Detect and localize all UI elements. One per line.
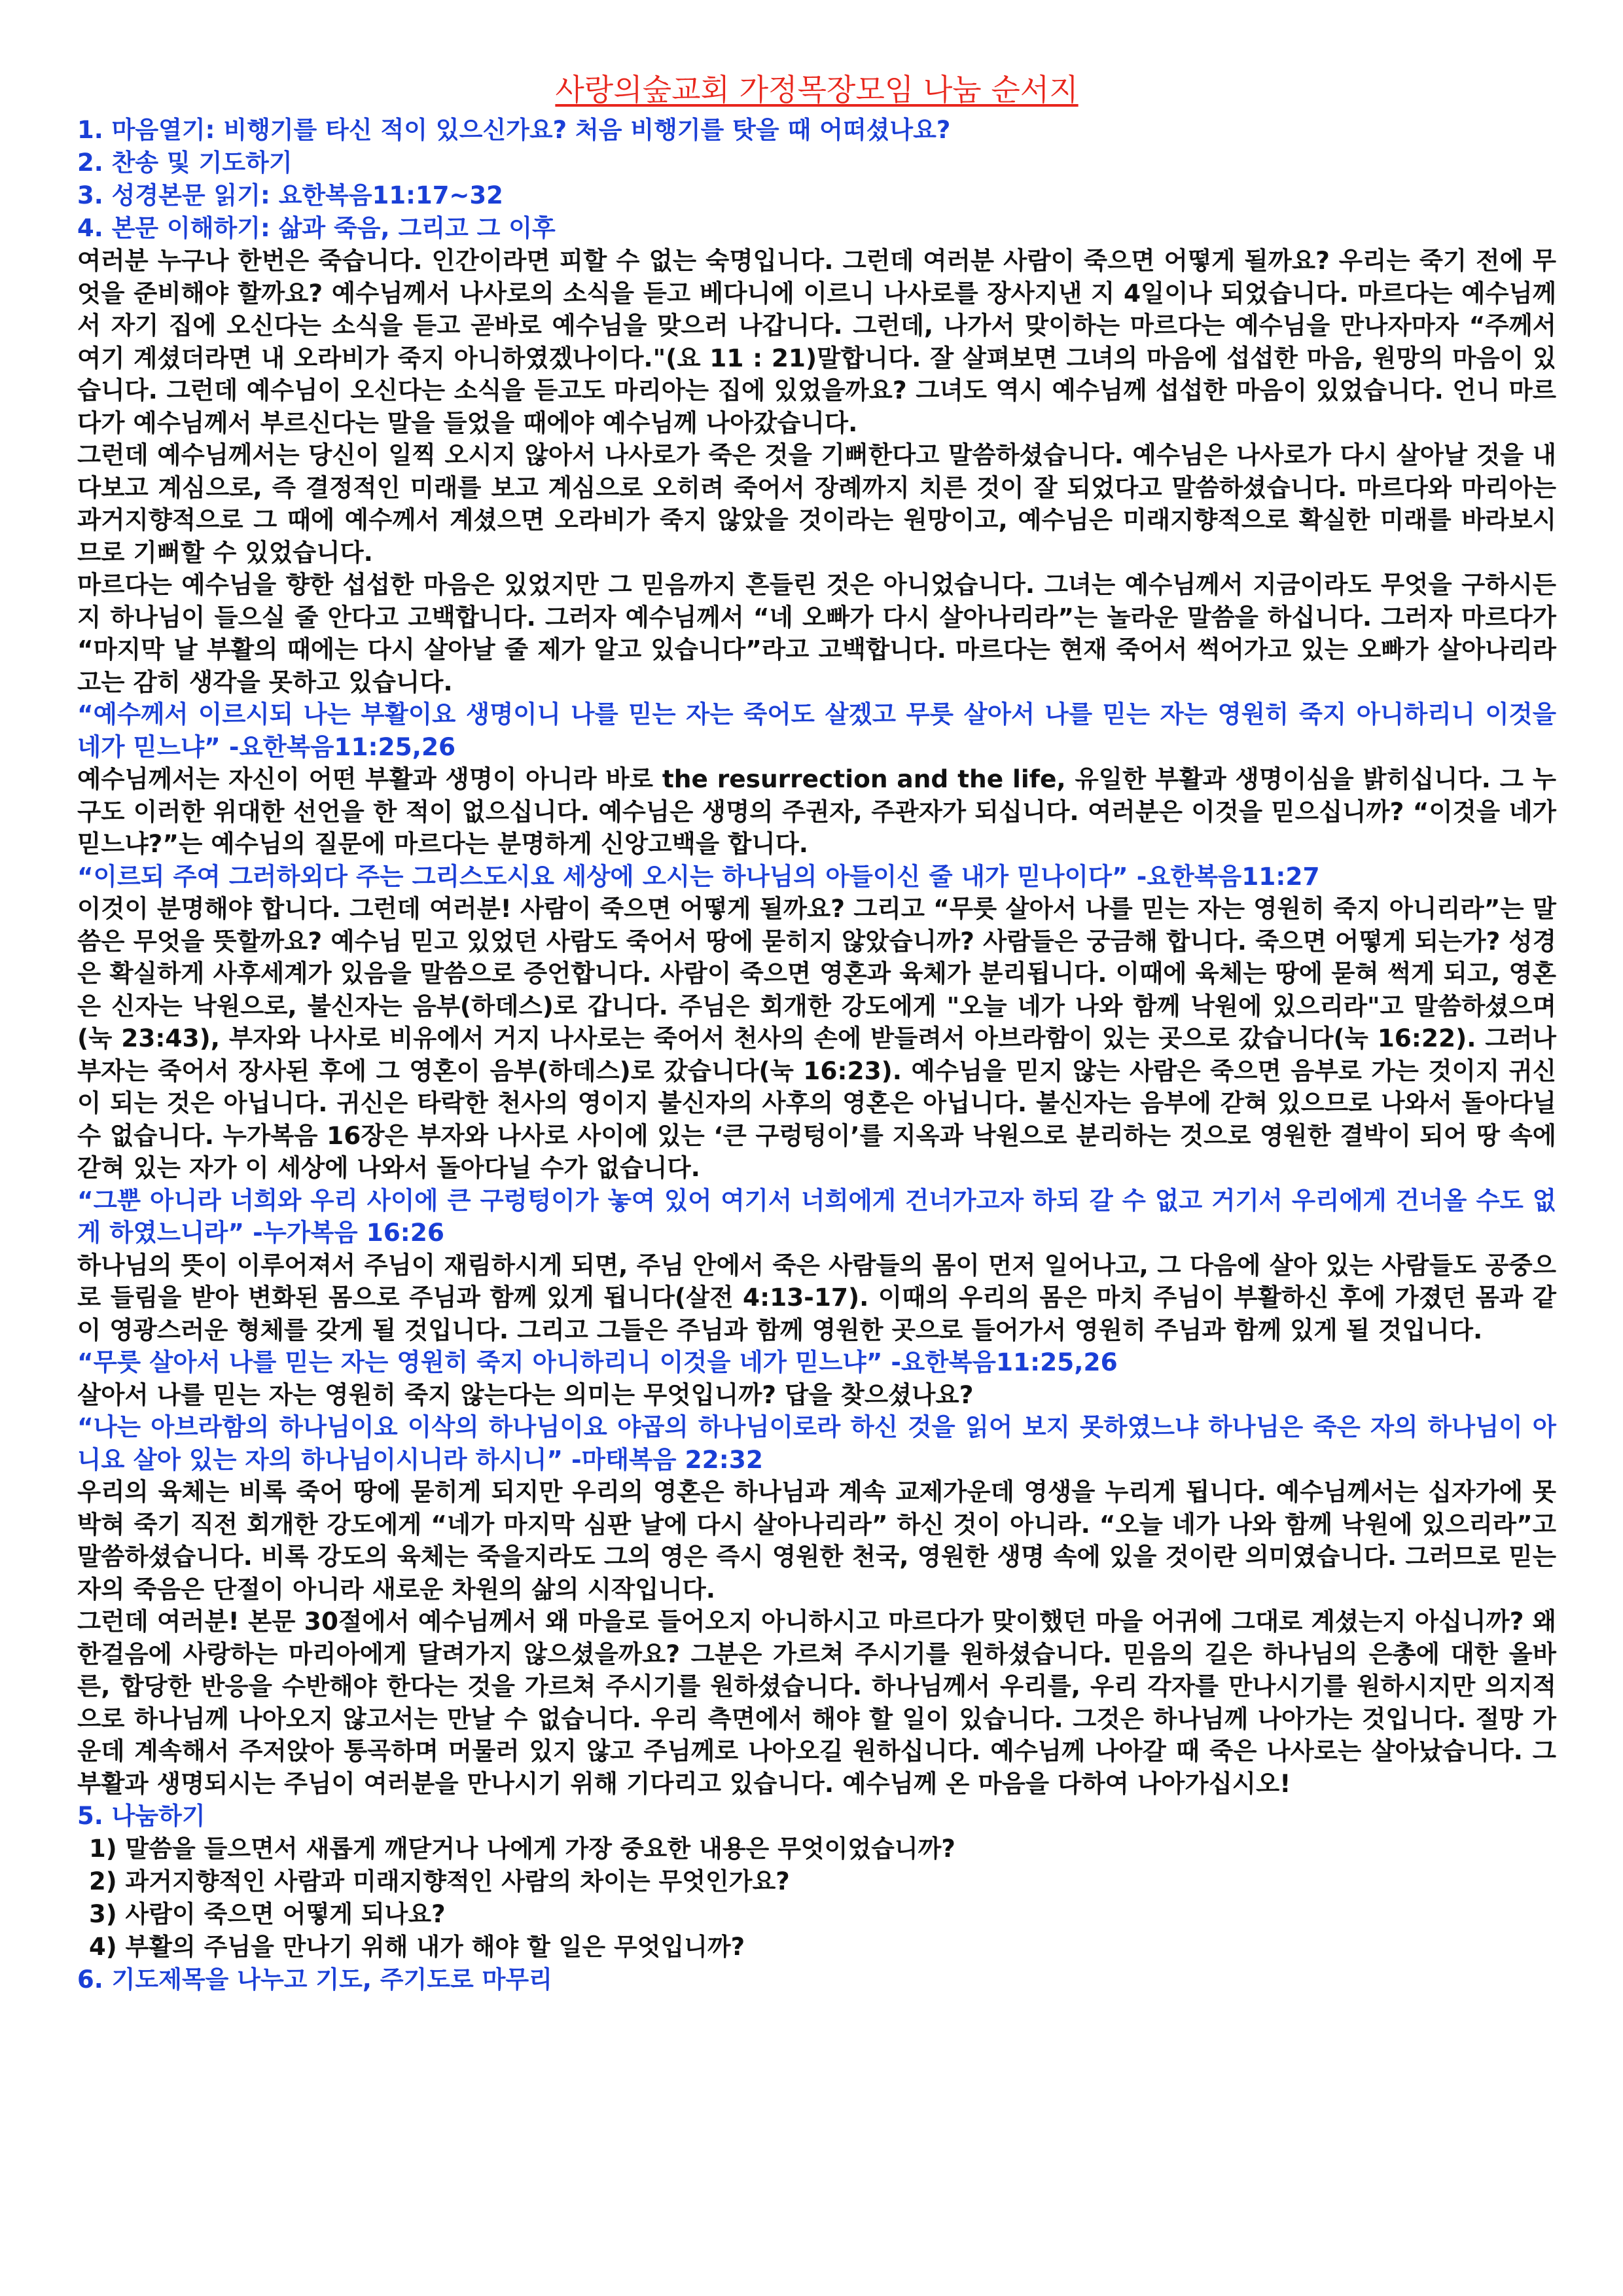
question-item: 3) 사람이 죽으면 어떻게 되나요? — [89, 1900, 446, 1928]
question-item: 2) 과거지향적인 사람과 미래지향적인 사람의 차이는 무엇인가요? — [89, 1867, 790, 1895]
heading-opening: 1. 마음열기: 비행기를 타신 적이 있으신가요? 처음 비행기를 탓을 때 어떠셨나요? — [77, 116, 951, 144]
heading-closing-prayer: 6. 기도제목을 나누고 기도, 주기도로 마무리 — [77, 1965, 552, 1994]
heading-hymn-prayer: 2. 찬송 및 기도하기 — [77, 149, 293, 177]
heading-understanding: 4. 본문 이해하기: 삶과 죽음, 그리고 그 이후 — [77, 214, 556, 242]
question-item: 1) 말씀을 들으면서 새롭게 깨닫거나 나에게 가장 중요한 내용은 무엇이었습니까? — [89, 1835, 955, 1863]
body-paragraph: 마르다는 예수님을 향한 섭섭한 마음은 있었지만 그 믿음까지 흔들린 것은 아니었습니다. 그녀는 예수님께서 지금이라도 무엇을 구하시든지 하나님이 들으실 줄 안다고 고백합니다. 그러자 예수님께서 “네 오빠가 다시 살아나리라”는 놀라운 말씀을 하십니다. 그러자 마르다가 “마지막 날 부활의 때에는 다시 살아날 줄 제가 알고 있습니다”라고 고백합니다. 마르다는 현재 죽어서 썩어가고 있는 오빠가 살아나리라고는 감히 생각을 못하고 있습니다. — [77, 570, 1556, 696]
sermon-body — [77, 245, 1556, 1800]
scripture-quote: “이르되 주여 그러하외다 주는 그리스도시요 세상에 오시는 하나님의 아들이신 줄 내가 믿나이다” -요한복음11:27 — [77, 861, 1320, 891]
body-paragraph: 그런데 여러분! 본문 30절에서 예수님께서 왜 마을로 들어오지 아니하시고 마르다가 맞이했던 마을 어귀에 그대로 계셨는지 아십니까? 왜 한걸음에 사랑하는 마리아에게 달려가지 않으셨을까요? 그분은 가르쳐 주시기를 원하셨습니다. 믿음의 길은 하나님의 은총에 대한 올바른, 합당한 반응을 수반해야 한다는 것을 가르쳐 주시기를 원하셨습니다. 하나님께서 우리를, 우리 각자를 만나시기를 원하시지만 의지적으로 하나님께 나아오지 않고서는 만날 수 없습니다. 우리 측면에서 해야 할 일이 있습니다. 그것은 하나님께 나아가는 것입니다. 절망 가운데 계속해서 주저앉아 통곡하며 머물러 있지 않고 주님께로 나아오길 원하십니다. 예수님께 나아갈 때 죽은 나사로는 살아났습니다. 그 부활과 생명되시는 주님이 여러분을 만나시기 위해 기다리고 있습니다. 예수님께 온 마음을 다하여 나아가십시오! — [77, 1607, 1556, 1798]
body-paragraph: 하나님의 뜻이 이루어져서 주님이 재림하시게 되면, 주님 안에서 죽은 사람들의 몸이 먼저 일어나고, 그 다음에 살아 있는 사람들도 공중으로 들림을 받아 변화된 몸으로 주님과 함께 있게 됩니다(살전 4:13-17). 이때의 우리의 몸은 마치 주님이 부활하신 후에 가졌던 몸과 같이 영광스러운 형체를 갖게 될 것입니다. 그리고 그들은 주님과 함께 영원한 곳으로 들어가서 영원히 주님과 함께 있게 될 것입니다. — [77, 1250, 1556, 1344]
heading-scripture-reading: 3. 성경본문 읽기: 요한복음11:17~32 — [77, 181, 503, 209]
scripture-quote: “무릇 살아서 나를 믿는 자는 영원히 죽지 아니하리니 이것을 네가 믿느냐” -요한복음11:25,26 — [77, 1348, 1118, 1376]
body-paragraph: 살아서 나를 믿는 자는 영원히 죽지 않는다는 의미는 무엇입니까? 답을 찾으셨나요? — [77, 1380, 974, 1409]
body-paragraph: 그런데 예수님께서는 당신이 일찍 오시지 않아서 나사로가 죽은 것을 기뻐한다고 말씀하셨습니다. 예수님은 나사로가 다시 살아날 것을 내다보고 계심으로, 즉 결정적인 미래를 보고 계심으로 오히려 죽어서 장례까지 치른 것이 잘 되었다고 말씀하셨습니다. 마르다와 마리아는 과거지향적으로 그 때에 예수께서 계셨으면 오라비가 죽지 않았을 것이라는 원망이고, 예수님은 미래지향적으로 확실한 미래를 바라보시므로 기뻐할 수 있었습니다. — [77, 440, 1556, 567]
question-item: 4) 부활의 주님을 만나기 위해 내가 해야 할 일은 무엇입니까? — [89, 1933, 745, 1961]
scripture-quote: “그뿐 아니라 너희와 우리 사이에 큰 구렁텅이가 놓여 있어 여기서 너희에게 건너가고자 하되 갈 수 없고 거기서 우리에게 건너올 수도 없게 하였느니라” -누가복음 16:26 — [77, 1185, 1556, 1247]
scripture-quote: “예수께서 이르시되 나는 부활이요 생명이니 나를 믿는 자는 죽어도 살겠고 무릇 살아서 나를 믿는 자는 영원히 죽지 아니하리니 이것을 네가 믿느냐” -요한복음11:25,26 — [77, 700, 1556, 761]
scripture-quote: “나는 아브라함의 하나님이요 이삭의 하나님이요 야곱의 하나님이로라 하신 것을 읽어 보지 못하였느냐 하나님은 죽은 자의 하나님이 아니요 살아 있는 자의 하나님이시니라 하시니” -마태복음 22:32 — [77, 1412, 1556, 1474]
document-page — [77, 71, 1556, 1996]
document-title: 사랑의숲교회 가정목장모임 나눔 순서지 — [555, 72, 1079, 107]
body-paragraph: 우리의 육체는 비록 죽어 땅에 묻히게 되지만 우리의 영혼은 하나님과 계속 교제가운데 영생을 누리게 됩니다. 예수님께서는 십자가에 못 박혀 죽기 직전 회개한 강도에게 “네가 마지막 심판 날에 다시 살아나리라” 하신 것이 아니라. “오늘 네가 나와 함께 낙원에 있으리라”고 말씀하셨습니다. 비록 강도의 육체는 죽을지라도 그의 영은 즉시 영원한 천국, 영원한 생명 속에 있을 것이란 의미였습니다. 그러므로 믿는 자의 죽음은 단절이 아니라 새로운 차원의 삶의 시작입니다. — [77, 1477, 1556, 1604]
body-paragraph: 예수님께서는 자신이 어떤 부활과 생명이 아니라 바로 the resurrection and the life, 유일한 부활과 생명이심을 밝히십니다. 그 누구도 이러한 위대한 선언을 한 적이 없으십니다. 예수님은 생명의 주권자, 주관자가 되십니다. 여러분은 이것을 믿으십니까? “이것을 네가 믿느냐?”는 예수님의 질문에 마르다는 분명하게 신앙고백을 합니다. — [77, 764, 1556, 858]
body-paragraph: 여러분 누구나 한번은 죽습니다. 인간이라면 피할 수 없는 숙명입니다. 그런데 여러분 사람이 죽으면 어떻게 될까요? 우리는 죽기 전에 무엇을 준비해야 할까요? 예수님께서 나사로의 소식을 듣고 베다니에 이르니 나사로를 장사지낸 지 4일이나 되었습니다. 마르다는 예수님께서 자기 집에 오신다는 소식을 듣고 곧바로 예수님을 맞으러 나갑니다. 그런데, 나가서 맞이하는 마르다는 예수님을 만나자마자 “주께서 여기 계셨더라면 내 오라비가 죽지 아니하였겠나이다."(요 11 : 21)말합니다. 잘 살펴보면 그녀의 마음에 섭섭한 마음, 원망의 마음이 있습니다. 그런데 예수님이 오신다는 소식을 듣고도 마리아는 집에 있었을까요? 그녀도 역시 예수님께 섭섭한 마음이 있었습니다. 언니 마르다가 예수님께서 부르신다는 말을 들었을 때에야 예수님께 나아갔습니다. — [77, 246, 1556, 437]
sharing-questions — [77, 1833, 1556, 1964]
heading-sharing: 5. 나눔하기 — [77, 1802, 205, 1830]
body-paragraph: 이것이 분명해야 합니다. 그런데 여러분! 사람이 죽으면 어떻게 될까요? 그리고 “무릇 살아서 나를 믿는 자는 영원히 죽지 아니리라”는 말씀은 무엇을 뜻할까요? 예수님 믿고 있었던 사람도 죽어서 땅에 묻히지 않았습니까? 사람들은 궁금해 합니다. 죽으면 어떻게 되는가? 성경은 확실하게 사후세계가 있음을 말씀으로 증언합니다. 사람이 죽으면 영혼과 육체가 분리됩니다. 이때에 육체는 땅에 묻혀 썩게 되고, 영혼은 신자는 낙원으로, 불신자는 음부(하데스)로 갑니다. 주님은 회개한 강도에게 "오늘 네가 나와 함께 낙원에 있으리라"고 말씀하셨으며 (눅 23:43), 부자와 나사로 비유에서 거지 나사로는 죽어서 천사의 손에 받들려서 아브라함이 있는 곳으로 갔습니다(눅 16:22). 그러나 부자는 죽어서 장사된 후에 그 영혼이 음부(하데스)로 갔습니다(눅 16:23). 예수님을 믿지 않는 사람은 죽으면 음부로 가는 것이지 귀신이 되는 것은 아닙니다. 귀신은 타락한 천사의 영이지 불신자의 사후의 영혼은 아닙니다. 불신자는 음부에 갇혀 있으므로 나와서 돌아다닐 수 없습니다. 누가복음 16장은 부자와 나사로 사이에 있는 ‘큰 구렁텅이’를 지옥과 낙원으로 분리하는 것으로 영원한 결박이 되어 땅 속에 갇혀 있는 자가 이 세상에 나와서 돌아다닐 수가 없습니다. — [77, 894, 1556, 1182]
